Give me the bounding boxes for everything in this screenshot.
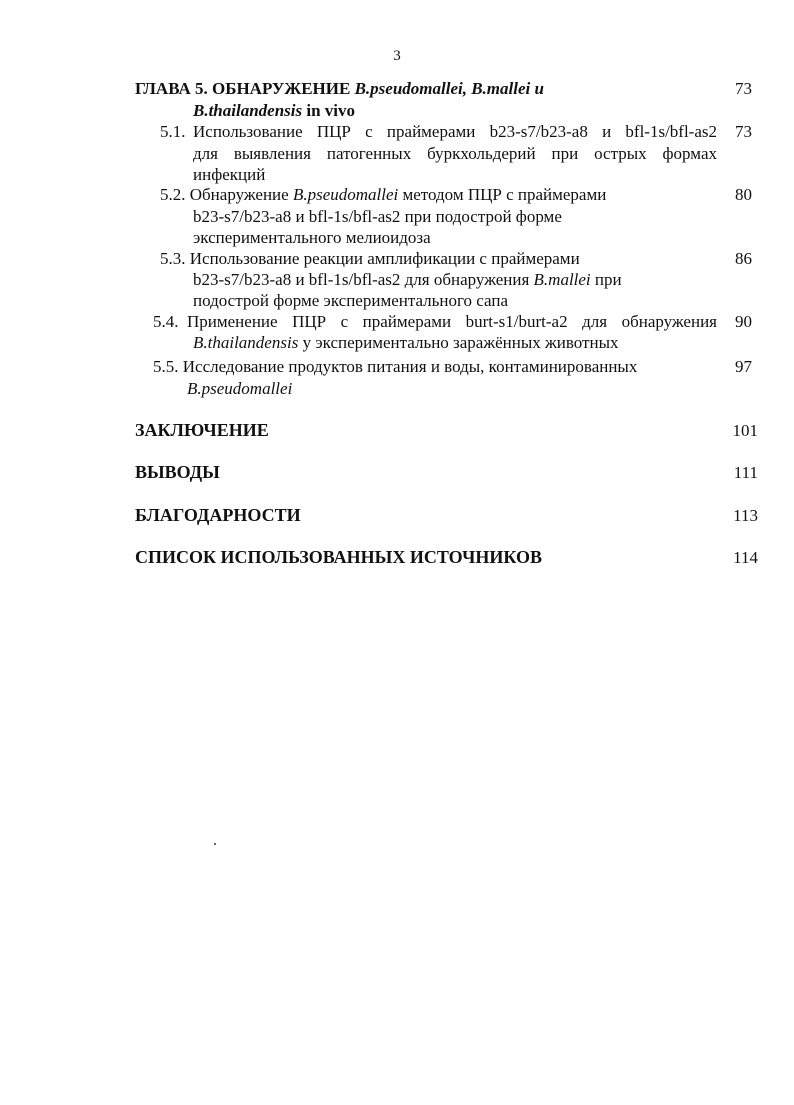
- chapter-suffix: in vivo: [302, 101, 356, 120]
- toc-findings[interactable]: ВЫВОДЫ: [135, 462, 220, 482]
- section-number: 5.2.: [160, 185, 186, 204]
- section-species: B.thailandensis: [193, 333, 299, 352]
- toc-section-5-5[interactable]: [153, 356, 637, 377]
- toc-references-page: 114: [733, 548, 758, 567]
- toc-section-5-4-line-1: Применение ПЦР с праймерами burt-s1/burt-a2 для обнаружения: [187, 312, 717, 331]
- toc-section-5-1[interactable]: [160, 121, 186, 142]
- toc-acknowledgements[interactable]: БЛАГОДАРНОСТИ: [135, 505, 301, 525]
- chapter-species-2: B.thailandensis: [193, 101, 303, 120]
- section-text: Использование реакции амплификации с праймерами: [189, 249, 580, 268]
- section-text: b23-s7/b23-a8 и bfl-1s/bfl-as2 для обнаружения: [193, 270, 534, 289]
- toc-references[interactable]: СПИСОК ИСПОЛЬЗОВАННЫХ ИСТОЧНИКОВ: [135, 547, 542, 567]
- section-number: 5.3.: [160, 249, 186, 268]
- scan-speck: [214, 843, 216, 845]
- toc-findings-page: 111: [733, 463, 758, 482]
- toc-section-5-3-line-2: [193, 269, 622, 290]
- toc-chapter-5-title[interactable]: [135, 78, 544, 99]
- toc-chapter-5-title-line-2: [193, 100, 355, 121]
- toc-section-5-3-page: 86: [735, 249, 752, 268]
- section-species: B.pseudomallei: [187, 379, 293, 398]
- chapter-prefix: ГЛАВА 5. ОБНАРУЖЕНИЕ: [135, 79, 355, 98]
- section-text: Исследование продуктов питания и воды, контаминированных: [182, 357, 638, 376]
- toc-section-5-2-line-3: экспериментального мелиоидоза: [193, 228, 431, 247]
- toc-section-5-4-line-2: [193, 332, 619, 353]
- toc-section-5-5-line-2: [187, 378, 292, 399]
- page-number: 3: [393, 48, 401, 64]
- section-text-tail: методом ПЦР с праймерами: [398, 185, 607, 204]
- toc-section-5-4-page: 90: [735, 312, 752, 331]
- section-text: Обнаружение: [189, 185, 293, 204]
- section-species: B.pseudomallei: [292, 185, 399, 204]
- toc-section-5-4[interactable]: [153, 311, 179, 332]
- section-number: 5.1.: [160, 122, 186, 141]
- section-species: B.mallei: [533, 270, 591, 289]
- toc-section-5-1-line-3: инфекций: [193, 165, 266, 184]
- toc-chapter-5-page: 73: [735, 79, 752, 98]
- toc-section-5-2-line-2: b23-s7/b23-a8 и bfl-1s/bfl-as2 при подострой форме: [193, 207, 562, 226]
- toc-section-5-5-page: 97: [735, 357, 752, 376]
- toc-section-5-3[interactable]: [160, 248, 580, 269]
- toc-conclusion[interactable]: ЗАКЛЮЧЕНИЕ: [135, 420, 269, 440]
- toc-section-5-2-page: 80: [735, 185, 752, 204]
- chapter-conjunction: и: [534, 79, 544, 98]
- toc-section-5-1-page: 73: [735, 122, 752, 141]
- toc-acknowledgements-page: 113: [733, 506, 758, 525]
- section-text-tail: у экспериментально заражённых животных: [298, 333, 619, 352]
- chapter-species-1: B.pseudomallei, B.mallei: [354, 79, 535, 98]
- toc-section-5-1-line-2: для выявления патогенных буркхольдерий при острых формах: [193, 144, 717, 163]
- section-number: 5.4.: [153, 312, 179, 331]
- toc-section-5-2[interactable]: [160, 184, 606, 205]
- toc-section-5-1-line-1: Использование ПЦР с праймерами b23-s7/b23-a8 и bfl-1s/bfl-as2: [193, 122, 717, 141]
- toc-conclusion-page: 101: [732, 421, 758, 440]
- toc-section-5-3-line-3: подострой форме экспериментального сапа: [193, 291, 509, 310]
- section-text-tail: при: [590, 270, 622, 289]
- section-number: 5.5.: [153, 357, 179, 376]
